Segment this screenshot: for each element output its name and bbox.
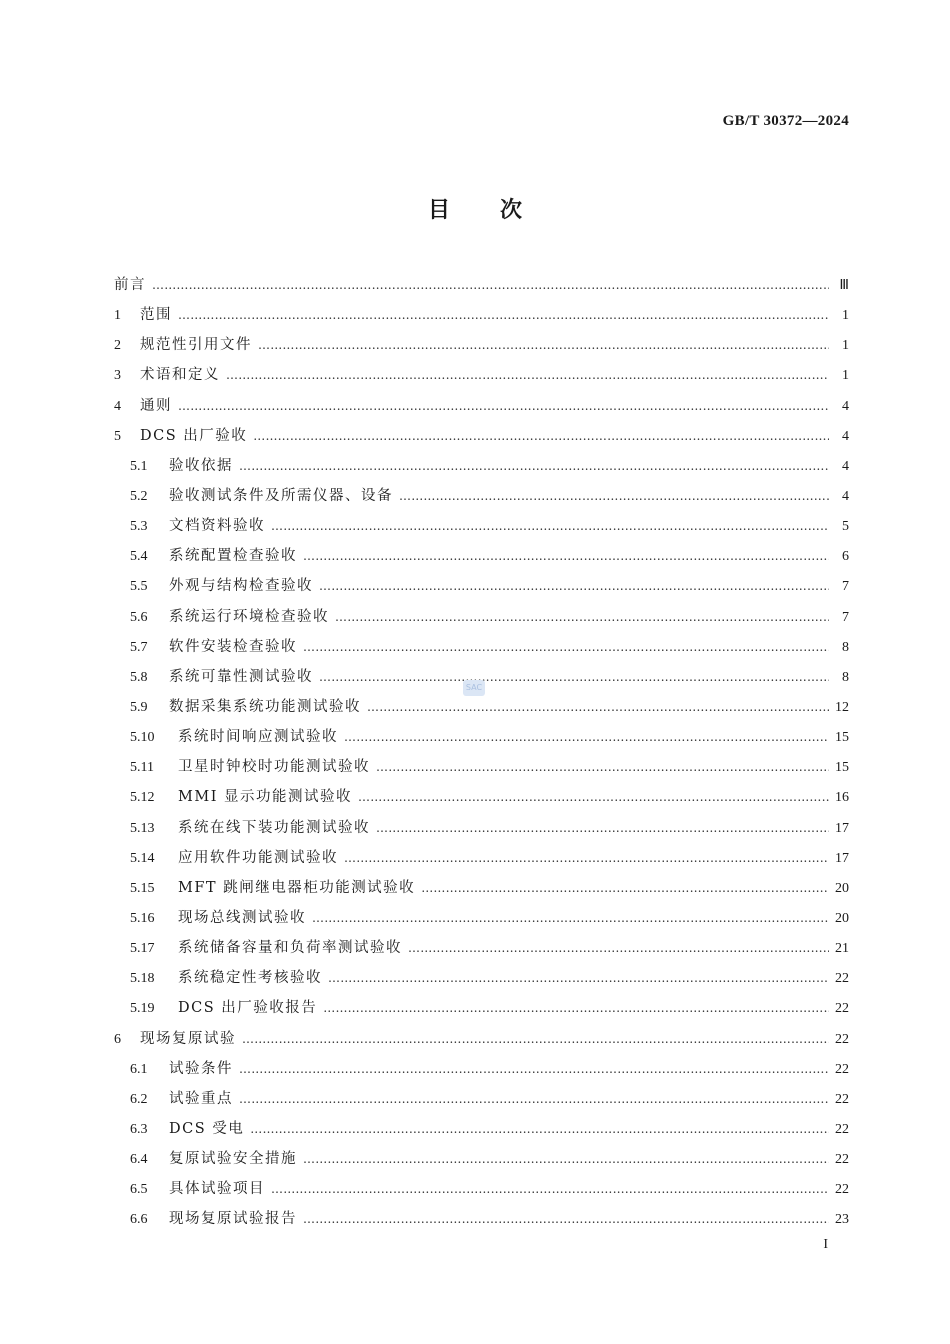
toc-entry-page: 8 (842, 669, 849, 685)
toc-entry-number: 6 (114, 1031, 121, 1047)
toc-entry[interactable] (114, 541, 849, 571)
toc-entry-page: 22 (835, 1121, 849, 1137)
toc-dot-leader (399, 481, 829, 511)
toc-entry-title: 试验重点 (169, 1090, 233, 1107)
toc-entry-title: 试验条件 (169, 1060, 233, 1077)
toc-entry-number: 4 (114, 398, 121, 414)
toc-entry[interactable] (114, 391, 849, 421)
toc-entry-page: 6 (842, 549, 849, 565)
toc-entry[interactable] (114, 692, 849, 722)
toc-entry-page: 22 (835, 1001, 849, 1017)
toc-entry[interactable] (114, 1084, 849, 1114)
toc-entry-title: DCS 受电 (169, 1120, 245, 1137)
toc-entry-title: 系统在线下装功能测试验收 (178, 819, 370, 836)
toc-entry-title: 规范性引用文件 (140, 337, 252, 354)
toc-entry-number: 6.5 (130, 1182, 148, 1198)
toc-entry-title: 系统可靠性测试验收 (169, 668, 313, 685)
toc-entry-title: 现场总线测试验收 (178, 909, 306, 926)
toc-entry-page: 22 (835, 1091, 849, 1107)
toc-entry[interactable] (114, 813, 849, 843)
toc-entry-title: 文档资料验收 (169, 518, 265, 535)
toc-entry-number: 6.2 (130, 1091, 148, 1107)
toc-dot-leader (376, 752, 829, 782)
toc-entry-title: 范围 (140, 307, 172, 324)
table-of-contents (114, 270, 849, 1235)
toc-entry-title: 验收测试条件及所需仪器、设备 (169, 487, 393, 504)
toc-entry-title: 现场复原试验报告 (169, 1211, 297, 1228)
toc-entry[interactable] (114, 300, 849, 330)
toc-entry-title: 具体试验项目 (169, 1181, 265, 1198)
toc-entry[interactable] (114, 330, 849, 360)
toc-entry-number: 5.6 (130, 609, 148, 625)
toc-heading (0, 193, 950, 224)
toc-entry-page: 1 (842, 368, 849, 384)
toc-entry-title: 术语和定义 (140, 367, 220, 384)
toc-entry-title: 前言 (114, 277, 146, 293)
toc-entry-number: 5.5 (130, 579, 148, 595)
toc-entry-number: 5.10 (130, 730, 155, 746)
toc-entry-number: 5.1 (130, 458, 148, 474)
toc-dot-leader (303, 632, 829, 662)
toc-entry-title: 系统稳定性考核验收 (178, 970, 322, 987)
toc-entry[interactable] (114, 421, 849, 451)
toc-dot-leader (152, 270, 829, 300)
toc-dot-leader (303, 541, 829, 571)
toc-entry-number: 5.3 (130, 519, 148, 535)
toc-dot-leader (271, 511, 829, 541)
toc-entry-page: 23 (835, 1212, 849, 1228)
toc-entry[interactable] (114, 1144, 849, 1174)
toc-dot-leader (335, 602, 829, 632)
toc-entry-page: 1 (842, 338, 849, 354)
toc-dot-leader (242, 1024, 829, 1054)
toc-dot-leader (367, 692, 829, 722)
toc-entry-page: 15 (835, 760, 849, 776)
toc-entry-page: 22 (835, 971, 849, 987)
toc-entry-number: 5.9 (130, 699, 148, 715)
toc-dot-leader (226, 360, 829, 390)
toc-entry-page: 22 (835, 1031, 849, 1047)
toc-entry-number: 5.17 (130, 941, 155, 957)
toc-entry-page: Ⅲ (839, 278, 849, 293)
toc-dot-leader (178, 391, 829, 421)
toc-entry-page: 7 (842, 609, 849, 625)
toc-entry-title: 系统时间响应测试验收 (178, 729, 338, 746)
page-number: I (823, 1237, 828, 1252)
toc-entry[interactable] (114, 993, 849, 1023)
toc-entry-number: 5.2 (130, 488, 148, 504)
toc-entry[interactable] (114, 1174, 849, 1204)
toc-entry[interactable] (114, 843, 849, 873)
toc-entry-number: 2 (114, 338, 121, 354)
toc-dot-leader (319, 571, 829, 601)
toc-entry-page: 4 (842, 488, 849, 504)
toc-entry-number: 5.18 (130, 971, 155, 987)
toc-entry-title: 系统储备容量和负荷率测试验收 (178, 940, 402, 957)
toc-entry[interactable] (114, 782, 849, 812)
toc-entry-title: 软件安装检查验收 (169, 638, 297, 655)
toc-entry-page: 22 (835, 1182, 849, 1198)
toc-entry-number: 5.11 (130, 760, 154, 776)
toc-entry[interactable] (114, 360, 849, 390)
toc-entry-page: 7 (842, 579, 849, 595)
toc-entry-number: 6.1 (130, 1061, 148, 1077)
toc-entry-number: 6.3 (130, 1121, 148, 1137)
toc-entry-title: 应用软件功能测试验收 (178, 849, 338, 866)
toc-dot-leader (323, 993, 829, 1023)
toc-entry-page: 8 (842, 639, 849, 655)
toc-entry[interactable] (114, 511, 849, 541)
toc-entry-title: MMI 显示功能测试验收 (178, 789, 353, 806)
toc-entry[interactable] (114, 722, 849, 752)
toc-entry-number: 6.6 (130, 1212, 148, 1228)
toc-entry-number: 5.14 (130, 850, 155, 866)
toc-entry-number: 1 (114, 308, 121, 324)
toc-entry[interactable] (114, 963, 849, 993)
toc-entry[interactable] (114, 1204, 849, 1234)
toc-dot-leader (344, 843, 829, 873)
toc-dot-leader (376, 813, 829, 843)
toc-entry-title: 系统运行环境检查验收 (169, 608, 329, 625)
toc-entry-title: 复原试验安全措施 (169, 1151, 297, 1168)
toc-entry[interactable] (114, 451, 849, 481)
toc-dot-leader (178, 300, 829, 330)
toc-entry-number: 5.13 (130, 820, 155, 836)
toc-entry[interactable] (114, 1114, 849, 1144)
toc-entry-page: 17 (835, 820, 849, 836)
watermark-icon: SAC (463, 680, 485, 696)
toc-entry-title: 外观与结构检查验收 (169, 578, 313, 595)
toc-entry-page: 22 (835, 1061, 849, 1077)
toc-entry[interactable] (114, 632, 849, 662)
toc-entry-page: 17 (835, 850, 849, 866)
toc-entry[interactable] (114, 481, 849, 511)
toc-entry-number: 5 (114, 428, 121, 444)
toc-entry-page: 20 (835, 880, 849, 896)
toc-heading-part2: 次 (500, 198, 523, 223)
toc-entry[interactable] (114, 602, 849, 632)
toc-dot-leader (421, 873, 829, 903)
toc-entry-number: 3 (114, 368, 121, 384)
toc-entry-page: 21 (835, 941, 849, 957)
toc-entry[interactable] (114, 571, 849, 601)
toc-entry-number: 6.4 (130, 1152, 148, 1168)
toc-dot-leader (312, 903, 829, 933)
toc-dot-leader (319, 662, 829, 692)
toc-heading-part1: 目 (427, 198, 450, 223)
toc-entry-page: 5 (842, 519, 849, 535)
toc-entry[interactable] (114, 903, 849, 933)
toc-entry[interactable] (114, 752, 849, 782)
toc-entry-number: 5.4 (130, 549, 148, 565)
toc-dot-leader (328, 963, 829, 993)
toc-entry-title: 通则 (140, 397, 172, 414)
toc-entry-page: 20 (835, 910, 849, 926)
toc-dot-leader (408, 933, 829, 963)
toc-entry-number: 5.12 (130, 790, 155, 806)
toc-entry-page: 12 (835, 699, 849, 715)
toc-entry[interactable] (114, 873, 849, 903)
toc-entry-title: 系统配置检查验收 (169, 548, 297, 565)
toc-entry-page: 4 (842, 398, 849, 414)
toc-entry-title: 现场复原试验 (140, 1030, 236, 1047)
toc-entry-page: 16 (835, 790, 849, 806)
toc-entry-page: 1 (842, 308, 849, 324)
toc-dot-leader (239, 451, 829, 481)
toc-dot-leader (253, 421, 829, 451)
toc-entry-number: 5.8 (130, 669, 148, 685)
toc-entry-number: 5.7 (130, 639, 148, 655)
toc-entry[interactable] (114, 1024, 849, 1054)
toc-dot-leader (258, 330, 829, 360)
toc-entry-title: 数据采集系统功能测试验收 (169, 698, 361, 715)
toc-entry-page: 15 (835, 730, 849, 746)
toc-entry-number: 5.19 (130, 1001, 155, 1017)
toc-dot-leader (239, 1084, 829, 1114)
toc-entry-title: DCS 出厂验收 (140, 427, 248, 444)
toc-entry[interactable] (114, 1054, 849, 1084)
toc-dot-leader (303, 1144, 829, 1174)
toc-entry[interactable] (114, 270, 849, 300)
toc-entry-number: 5.15 (130, 880, 155, 896)
toc-entry-page: 4 (842, 428, 849, 444)
toc-entry[interactable] (114, 933, 849, 963)
toc-entry-page: 22 (835, 1152, 849, 1168)
toc-entry-page: 4 (842, 458, 849, 474)
toc-dot-leader (344, 722, 829, 752)
standard-code: GB/T 30372—2024 (722, 113, 849, 129)
toc-dot-leader (271, 1174, 829, 1204)
toc-entry-title: MFT 跳闸继电器柜功能测试验收 (178, 879, 416, 896)
toc-dot-leader (250, 1114, 829, 1144)
toc-dot-leader (239, 1054, 829, 1084)
toc-dot-leader (358, 782, 829, 812)
toc-entry-title: 验收依据 (169, 457, 233, 474)
toc-dot-leader (303, 1204, 829, 1234)
toc-entry-title: DCS 出厂验收报告 (178, 1000, 318, 1017)
toc-entry-number: 5.16 (130, 910, 155, 926)
toc-entry-title: 卫星时钟校时功能测试验收 (178, 759, 370, 776)
